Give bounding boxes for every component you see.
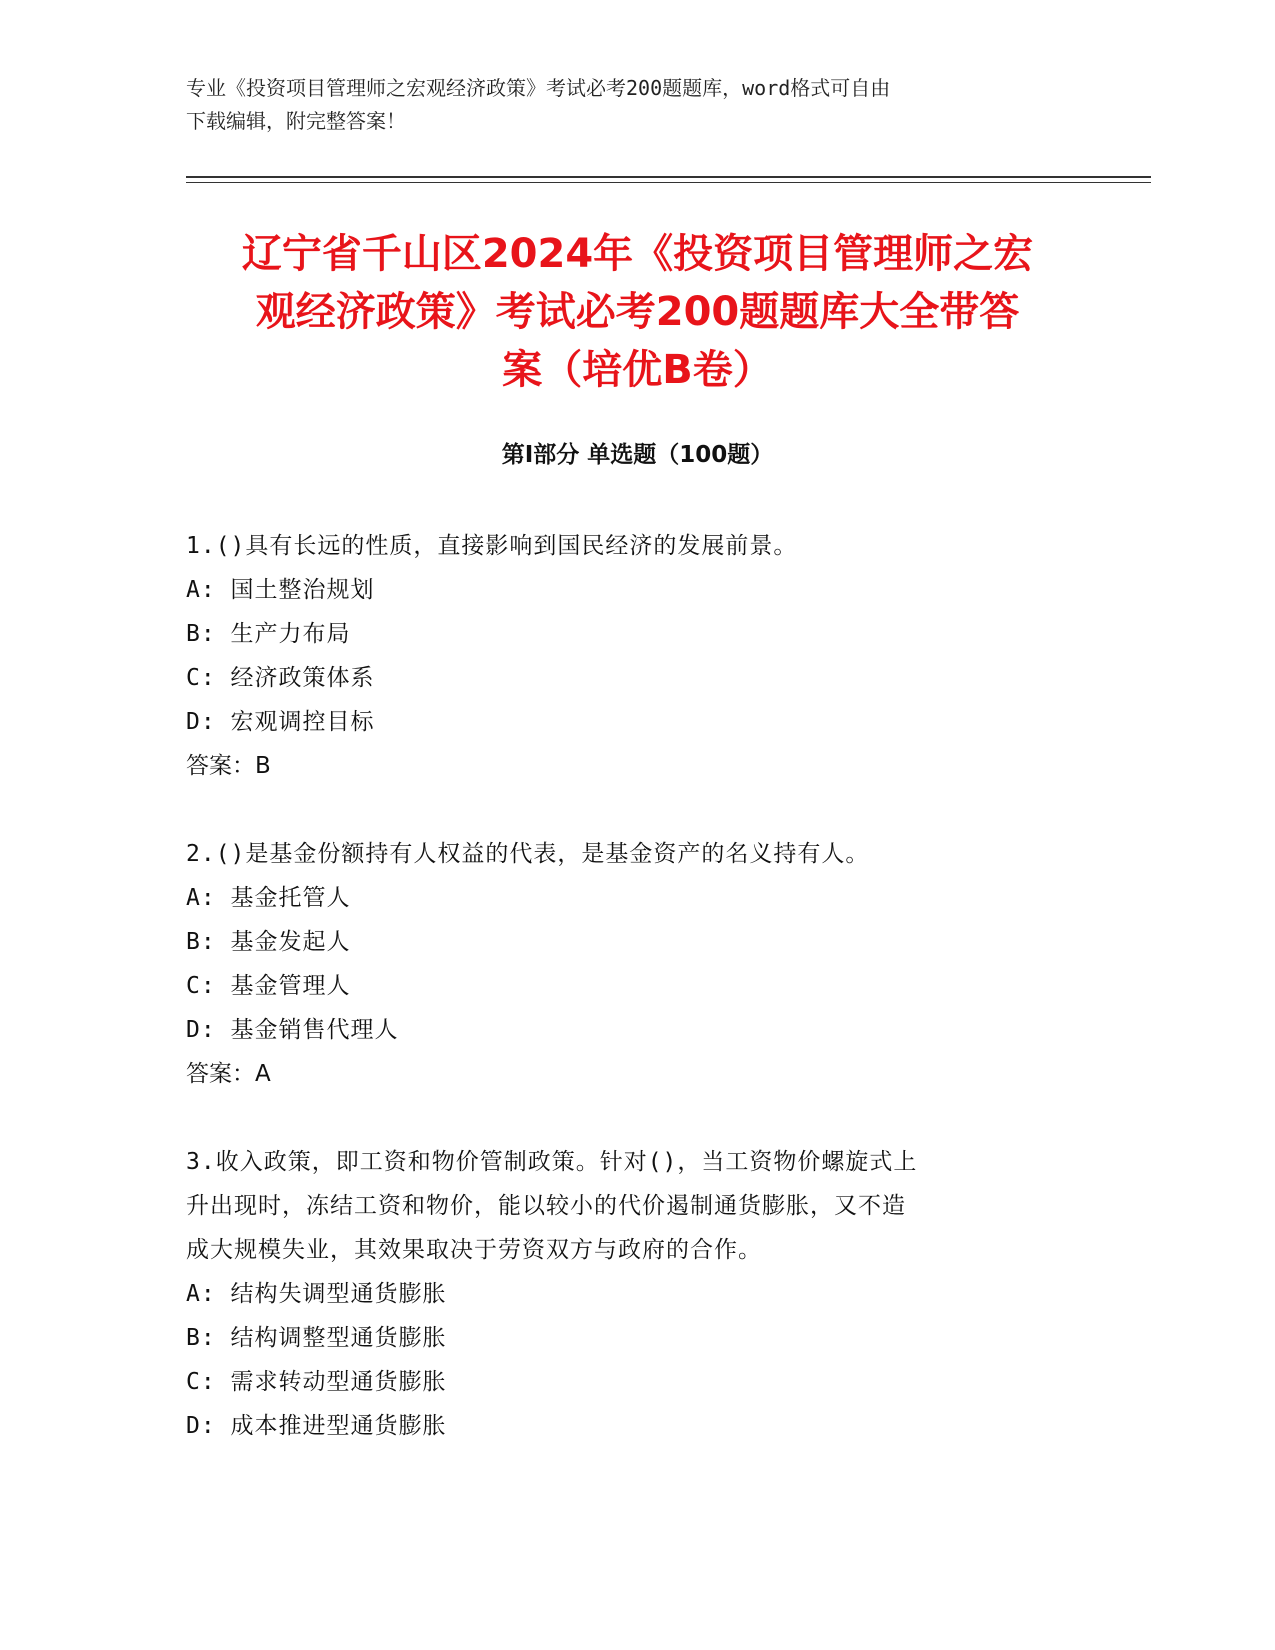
question-stem-line: 升出现时，冻结工资和物价，能以较小的代价遏制通货膨胀，又不造 — [186, 1193, 906, 1219]
answer: 答案：B — [186, 753, 271, 779]
question-stem — [186, 1140, 1066, 1272]
question-stem-line: 2.()是基金份额持有人权益的代表，是基金资产的名义持有人。 — [186, 841, 870, 867]
header-note — [186, 72, 1086, 138]
header-divider-thick — [186, 176, 1151, 178]
document-title — [150, 225, 1125, 399]
document-title-line: 案（培优B卷） — [502, 347, 773, 393]
question-stem-line: 成大规模失业，其效果取决于劳资双方与政府的合作。 — [186, 1237, 762, 1263]
question-stem-line: 1.()具有长远的性质，直接影响到国民经济的发展前景。 — [186, 533, 798, 559]
option-d: D: 基金销售代理人 — [186, 1017, 399, 1043]
option-b: B: 基金发起人 — [186, 929, 351, 955]
question-stem — [186, 524, 1066, 568]
header-note-line: 下载编辑，附完整答案！ — [186, 109, 406, 133]
header-note-line: 专业《投资项目管理师之宏观经济政策》考试必考200题题库，word格式可自由 — [186, 76, 891, 100]
question-stem — [186, 832, 1066, 876]
option-c: C: 经济政策体系 — [186, 665, 375, 691]
document-title-line: 辽宁省千山区2024年《投资项目管理师之宏 — [241, 231, 1034, 277]
question-stem-line: 3.收入政策，即工资和物价管制政策。针对()，当工资物价螺旋式上 — [186, 1149, 918, 1175]
option-a: A: 国土整治规划 — [186, 577, 375, 603]
question-1 — [186, 524, 1066, 788]
option-d: D: 宏观调控目标 — [186, 709, 375, 735]
section-title: 第I部分 单选题（100题） — [501, 442, 774, 468]
question-2 — [186, 832, 1066, 1096]
question-3 — [186, 1140, 1066, 1448]
option-c: C: 需求转动型通货膨胀 — [186, 1369, 447, 1395]
option-c: C: 基金管理人 — [186, 973, 351, 999]
answer: 答案：A — [186, 1061, 271, 1087]
option-b: B: 生产力布局 — [186, 621, 351, 647]
question-list — [186, 524, 1066, 1492]
option-b: B: 结构调整型通货膨胀 — [186, 1325, 447, 1351]
option-a: A: 结构失调型通货膨胀 — [186, 1281, 447, 1307]
header-divider-thin — [186, 182, 1151, 183]
document-title-line: 观经济政策》考试必考200题题库大全带答 — [255, 289, 1020, 335]
option-d: D: 成本推进型通货膨胀 — [186, 1413, 447, 1439]
option-a: A: 基金托管人 — [186, 885, 351, 911]
